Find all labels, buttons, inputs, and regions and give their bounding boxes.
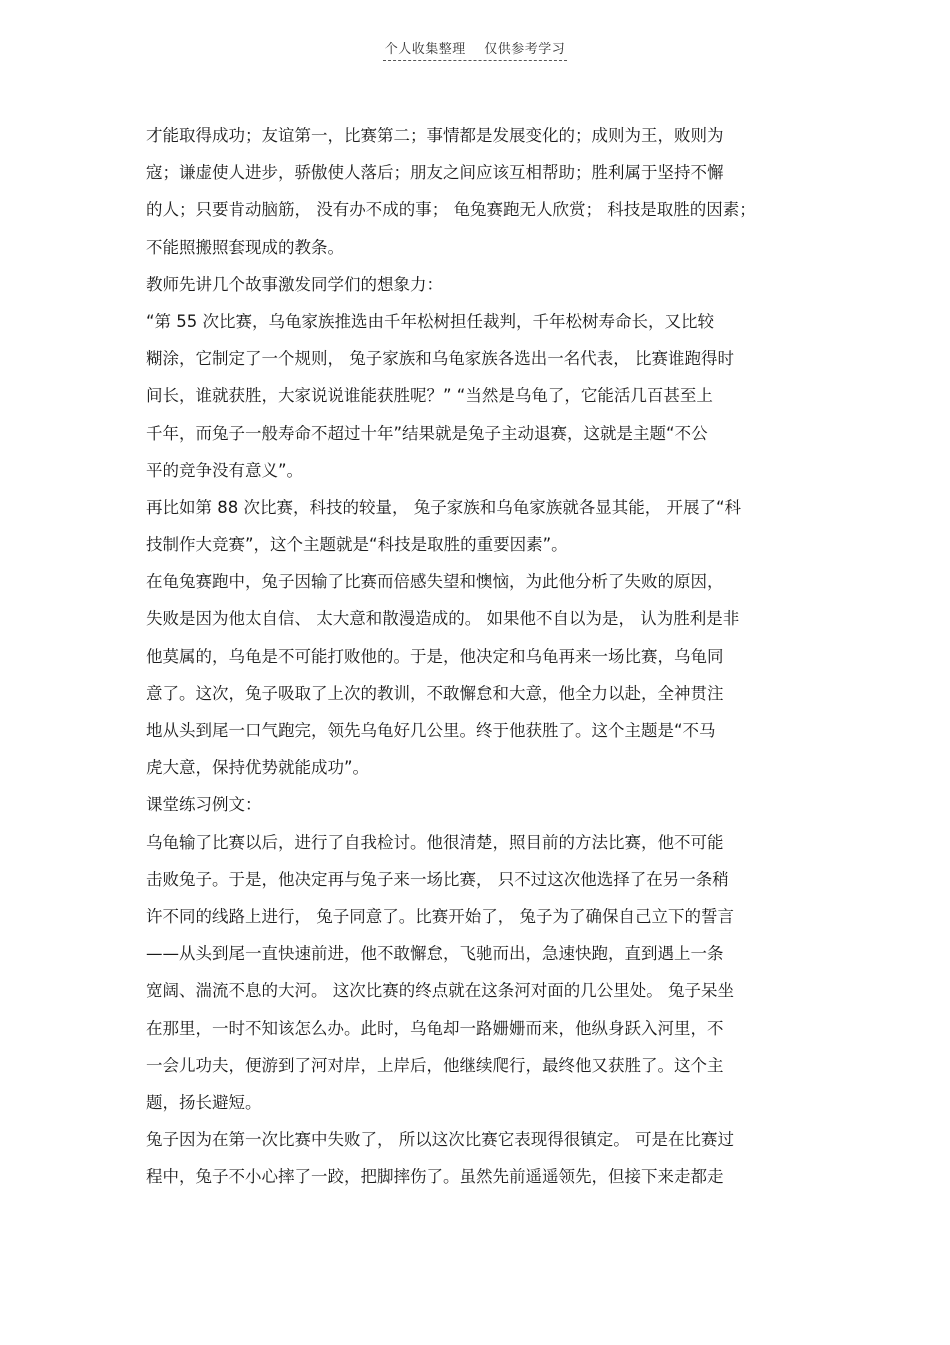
text-line: 在龟兔赛跑中，兔子因输了比赛而倍感失望和懊恼，为此他分析了失败的原因， — [146, 572, 724, 592]
text-line: 乌龟输了比赛以后，进行了自我检讨。他很清楚，照目前的方法比赛，他不可能 — [146, 832, 724, 852]
page-header — [0, 38, 950, 61]
text-line: 技制作大竞赛”，这个主题就是“科技是取胜的重要因素”。 — [146, 535, 568, 555]
text-line: 不能照搬照套现成的教条。 — [146, 237, 344, 257]
text-line: 程中，兔子不小心摔了一跤，把脚摔伤了。虽然先前遥遥领先，但接下来走都走 — [146, 1167, 724, 1187]
text-line: 在那里，一时不知该怎么办。此时，乌龟却一路姗姗而来，他纵身跃入河里，不 — [146, 1018, 724, 1038]
text-line: “第 55 次比赛，乌龟家族推选由千年松树担任裁判，千年松树寿命长，又比较 — [146, 311, 715, 331]
text-line: 虎大意，保持优势就能成功”。 — [146, 758, 370, 778]
text-line: 教师先讲几个故事激发同学们的想象力： — [146, 274, 443, 294]
text-line: 击败兔子。于是，他决定再与兔子来一场比赛， 只不过这次他选择了在另一条稍 — [146, 869, 729, 889]
text-line: 课堂练习例文： — [146, 795, 262, 815]
text-line: 千年，而兔子一般寿命不超过十年”结果就是兔子主动退赛，这就是主题“不公 — [146, 423, 708, 443]
text-line: 间长，谁就获胜，大家说说谁能获胜呢？” “当然是乌龟了，它能活几百甚至上 — [146, 386, 713, 406]
text-line: 一会儿功夫，便游到了河对岸，上岸后，他继续爬行，最终他又获胜了。这个主 — [146, 1055, 724, 1075]
text-line: 才能取得成功；友谊第一，比赛第二；事情都是发展变化的；成则为王，败则为 — [146, 126, 724, 145]
text-line: 地从头到尾一口气跑完，领先乌龟好几公里。终于他获胜了。这个主题是“不马 — [146, 721, 716, 740]
text-line: 失败是因为他太自信、 太大意和散漫造成的。 如果他不自以为是， 认为胜利是非 — [146, 609, 740, 629]
text-line: 寇；谦虚使人进步，骄傲使人落后；朋友之间应该互相帮助；胜利属于坚持不懈 — [146, 163, 724, 183]
text-line: 意了。这次，兔子吸取了上次的教训，不敢懈怠和大意，他全力以赴，全神贯注 — [146, 683, 724, 703]
document-body — [146, 117, 816, 1195]
header-text: 个人收集整理 仅供参考学习 — [383, 38, 568, 61]
text-line: 糊涂，它制定了一个规则， 兔子家族和乌龟家族各选出一名代表， 比赛谁跑得时 — [146, 349, 734, 369]
text-line: 平的竞争没有意义”。 — [146, 460, 304, 480]
text-line: 再比如第 88 次比赛，科技的较量， 兔子家族和乌龟家族就各显其能， 开展了“科 — [146, 497, 742, 517]
text-line: 宽阔、湍流不息的大河。 这次比赛的终点就在这条河对面的几公里处。 兔子呆坐 — [146, 981, 734, 1001]
text-line: 兔子因为在第一次比赛中失败了， 所以这次比赛它表现得很镇定。 可是在比赛过 — [146, 1130, 734, 1150]
text-line: 他莫属的，乌龟是不可能打败他的。于是，他决定和乌龟再来一场比赛，乌龟同 — [146, 646, 724, 666]
text-line: 的人；只要肯动脑筋， 没有办不成的事； 龟兔赛跑无人欣赏； 科技是取胜的因素； — [146, 200, 756, 220]
text-line: ——从头到尾一直快速前进，他不敢懈怠，飞驰而出，急速快跑，直到遇上一条 — [146, 944, 724, 964]
text-line: 题，扬长避短。 — [146, 1092, 262, 1112]
text-line: 许不同的线路上进行， 兔子同意了。比赛开始了， 兔子为了确保自己立下的誓言 — [146, 906, 734, 926]
